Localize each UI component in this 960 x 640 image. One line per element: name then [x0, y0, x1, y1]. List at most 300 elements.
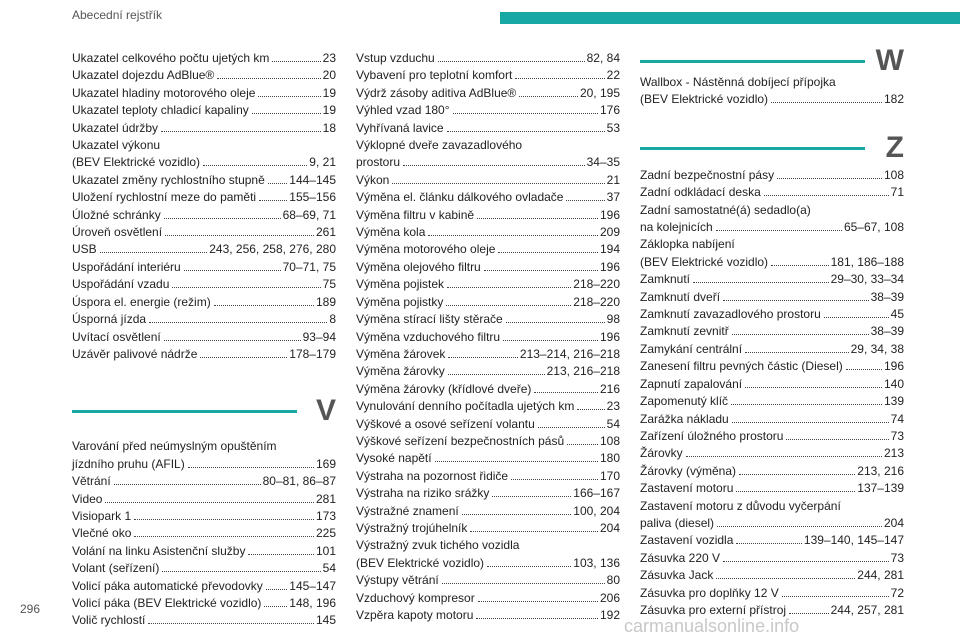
entry-pages: 196	[599, 259, 620, 274]
dot-leader	[511, 479, 598, 480]
index-column-1	[72, 50, 336, 630]
dot-leader	[824, 317, 889, 318]
entry-pages: 80–81, 86–87	[262, 474, 336, 489]
entry-pages: 23	[606, 399, 620, 414]
entry-term: Výstraha na pozornost řidiče	[356, 468, 509, 483]
watermark: carmanualsonline.info	[624, 616, 800, 636]
dot-leader	[266, 589, 288, 590]
entry-pages: 213, 216	[857, 463, 904, 478]
entry-term: Větrání	[72, 474, 111, 489]
section-rule	[640, 60, 865, 63]
entry-term: (BEV Elektrické vozidlo)	[72, 155, 201, 170]
index-entry	[72, 224, 336, 241]
dot-leader	[777, 178, 882, 179]
entry-term: (BEV Elektrické vozidlo)	[640, 92, 769, 107]
index-entry	[640, 376, 904, 393]
index-entry	[72, 276, 336, 293]
index-entry	[640, 358, 904, 375]
entry-term: Výměna žárovky	[356, 364, 445, 379]
entry-pages: 196	[883, 359, 904, 374]
dot-leader	[789, 613, 829, 614]
entry-pages: 244, 257, 281	[830, 602, 904, 617]
dot-leader	[745, 352, 849, 353]
entry-term: Výměna žárovek	[356, 346, 446, 361]
entry-pages: 29, 34, 38	[850, 341, 904, 356]
dot-leader	[184, 270, 281, 271]
entry-pages: 166–167	[573, 486, 620, 501]
dot-leader	[428, 235, 598, 236]
index-entry	[72, 189, 336, 206]
index-entry	[356, 468, 620, 485]
index-entry	[640, 411, 904, 428]
index-entry-line: Zastavení motoru z důvodu vyčerpání	[640, 498, 841, 513]
entry-term: Volič rychlostí	[72, 613, 146, 628]
entry-pages: 192	[599, 608, 620, 622]
dot-leader	[446, 305, 571, 306]
index-entry	[356, 189, 620, 206]
entry-pages: 196	[599, 207, 620, 222]
entry-term: Výměna stírací lišty stěrače	[356, 312, 503, 327]
entry-term: jízdního pruhu (AFIL)	[72, 456, 185, 471]
dot-leader	[732, 334, 869, 335]
entry-term: Žárovky	[640, 446, 683, 461]
entry-term: Ukazatel celkového počtu ujetých km	[72, 51, 270, 65]
index-entry	[356, 363, 620, 380]
dot-leader	[272, 61, 320, 62]
index-entry	[356, 520, 620, 537]
dot-leader	[846, 369, 882, 370]
section-rule	[640, 147, 865, 150]
index-column-2	[356, 50, 620, 624]
entry-pages: 80	[606, 573, 620, 588]
entry-pages: 71	[890, 185, 904, 200]
dot-leader	[100, 252, 208, 253]
entry-term: Volicí páka (BEV Elektrické vozidlo)	[72, 595, 262, 610]
entry-term: Zásuvka pro externí přístroj	[640, 602, 787, 617]
index-entry	[640, 550, 904, 567]
entry-pages: 45	[890, 307, 904, 322]
entry-pages: 21	[606, 172, 620, 187]
entry-pages: 218–220	[573, 277, 620, 292]
entry-pages: 101	[315, 543, 336, 558]
entries-list	[72, 438, 336, 629]
dot-leader	[161, 131, 321, 132]
entry-pages: 65–67, 108	[843, 220, 904, 235]
index-entry	[72, 85, 336, 102]
page-number: 296	[20, 602, 41, 616]
index-entry-line: Výstražný zvuk tichého vozidla	[356, 538, 520, 553]
entry-term: Výstupy větrání	[356, 573, 439, 588]
entry-term: Vzpěra kapoty motoru	[356, 608, 474, 622]
entry-pages: 29–30, 33–34	[830, 272, 904, 287]
dot-leader	[162, 571, 320, 572]
section-letter: V	[315, 394, 336, 428]
entry-term: na kolejnicích	[640, 220, 713, 235]
index-entry-line: Výklopné dveře zavazadlového	[356, 138, 523, 153]
entries-list	[356, 50, 620, 624]
index-entry	[72, 346, 336, 363]
index-entry	[356, 555, 620, 572]
index-entry	[356, 294, 620, 311]
dot-leader	[165, 235, 314, 236]
index-entry	[640, 306, 904, 323]
entry-term: Výškové seřízení bezpečnostních pásů	[356, 433, 565, 448]
index-entry	[72, 311, 336, 328]
entry-term: Vyhřívaná lavice	[356, 120, 444, 135]
entry-pages: 225	[315, 526, 336, 541]
index-entry	[72, 294, 336, 311]
entry-term: Zamknutí	[640, 272, 691, 287]
dot-leader	[470, 531, 598, 532]
index-entry	[640, 463, 904, 480]
dot-leader	[567, 444, 598, 445]
entry-pages: 139	[883, 394, 904, 409]
entry-pages: 148, 196	[289, 595, 336, 610]
entry-pages: 100, 204	[573, 503, 620, 518]
index-entry	[356, 607, 620, 624]
entry-pages: 243, 256, 258, 276, 280	[209, 242, 336, 257]
entry-term: Výměna pojistky	[356, 294, 444, 309]
dot-leader	[164, 340, 301, 341]
entry-term: Visiopark 1	[72, 508, 132, 523]
entry-pages: 75	[322, 277, 336, 292]
entry-term: Zastavení vozidla	[640, 533, 734, 548]
entry-term: Výměna pojistek	[356, 277, 445, 292]
index-entry	[640, 585, 904, 602]
index-entry	[72, 67, 336, 84]
entry-pages: 180	[599, 451, 620, 466]
index-entry	[356, 120, 620, 137]
entry-pages: 216	[599, 381, 620, 396]
entry-pages: 140	[883, 376, 904, 391]
entry-pages: 93–94	[302, 329, 336, 344]
entry-term: Ukazatel dojezdu AdBlue®	[72, 68, 215, 83]
index-entry	[72, 329, 336, 346]
entry-pages: 209	[599, 225, 620, 240]
entry-term: Úložné schránky	[72, 207, 161, 222]
index-entry-line: Wallbox - Nástěnná dobíjecí přípojka	[640, 75, 836, 89]
dot-leader	[771, 102, 882, 103]
entry-term: Výhled vzad 180°	[356, 103, 450, 118]
entry-term: prostoru	[356, 155, 401, 170]
dot-leader	[566, 200, 604, 201]
dot-leader	[484, 270, 598, 271]
dot-leader	[403, 165, 585, 166]
dot-leader	[506, 322, 605, 323]
entry-term: Uvítací osvětlení	[72, 329, 161, 344]
index-entry	[356, 50, 620, 67]
index-entry	[72, 154, 336, 171]
dot-leader	[736, 543, 802, 544]
entry-pages: 181, 186–188	[830, 254, 904, 269]
entry-term: Úsporná jízda	[72, 312, 147, 327]
entry-term: Zamknutí zavazadlového prostoru	[640, 307, 821, 322]
entry-term: Vlečné oko	[72, 526, 132, 541]
section-rule	[72, 410, 297, 413]
entry-term: Výdrž zásoby aditiva AdBlue®	[356, 85, 517, 100]
entry-term: Zásuvka 220 V	[640, 550, 721, 565]
entry-term: Úroveň osvětlení	[72, 225, 163, 240]
entry-pages: 213–214, 216–218	[519, 346, 620, 361]
entry-pages: 218–220	[573, 294, 620, 309]
entry-pages: 19	[322, 85, 336, 100]
entry-term: Ukazatel údržby	[72, 120, 159, 135]
entry-pages: 204	[883, 515, 904, 530]
dot-leader	[782, 596, 889, 597]
index-entry	[356, 381, 620, 398]
entry-term: Úspora el. energie (režim)	[72, 294, 211, 309]
index-entry	[72, 259, 336, 276]
dot-leader	[717, 526, 882, 527]
entry-term: USB	[72, 242, 97, 257]
index-entry	[72, 612, 336, 629]
dot-leader	[200, 357, 287, 358]
entry-term: Vzduchový kompresor	[356, 590, 475, 605]
dot-leader	[134, 536, 314, 537]
dot-leader	[732, 422, 889, 423]
dot-leader	[148, 623, 314, 624]
entries-list	[72, 50, 336, 363]
dot-leader	[392, 183, 604, 184]
entry-pages: 173	[315, 508, 336, 523]
entry-term: Výstražný trojúhelník	[356, 520, 468, 535]
section-heading-v	[72, 394, 336, 438]
entry-term: Výměna vzduchového filtru	[356, 329, 501, 344]
index-entry	[356, 398, 620, 415]
index-entry	[356, 503, 620, 520]
entry-pages: 139–140, 145–147	[803, 533, 904, 548]
entry-pages: 176	[599, 103, 620, 118]
entry-pages: 281	[315, 491, 336, 506]
dot-leader	[723, 561, 889, 562]
entry-term: Ukazatel hladiny motorového oleje	[72, 85, 256, 100]
index-entry	[356, 590, 620, 607]
section-letter: Z	[885, 130, 904, 164]
index-entry	[72, 508, 336, 525]
entry-pages: 204	[599, 520, 620, 535]
dot-leader	[217, 78, 320, 79]
dot-leader	[498, 252, 598, 253]
entry-term: Výškové a osové seřízení volantu	[356, 416, 535, 431]
entry-pages: 22	[606, 68, 620, 83]
index-entry	[640, 219, 904, 236]
dot-leader	[214, 305, 314, 306]
index-entry	[356, 259, 620, 276]
index-entry	[72, 525, 336, 542]
index-entry	[640, 532, 904, 549]
entry-pages: 196	[599, 329, 620, 344]
dot-leader	[771, 265, 829, 266]
entry-term: Volant (seřízení)	[72, 561, 160, 576]
dot-leader	[716, 230, 842, 231]
entry-pages: 155–156	[289, 190, 336, 205]
index-entry	[640, 515, 904, 532]
dot-leader	[448, 357, 518, 358]
entry-term: Zastavení motoru	[640, 481, 734, 496]
index-entry	[640, 341, 904, 358]
index-entry	[72, 456, 336, 473]
index-entry	[640, 289, 904, 306]
index-entry	[72, 491, 336, 508]
entry-pages: 189	[315, 294, 336, 309]
entry-pages: 137–139	[857, 481, 904, 496]
entry-term: Uložení rychlostní meze do paměti	[72, 190, 257, 205]
entry-pages: 145–147	[289, 578, 336, 593]
entry-pages: 244, 281	[857, 568, 904, 583]
dot-leader	[164, 218, 281, 219]
section-letter: W	[875, 44, 904, 77]
dot-leader	[447, 131, 605, 132]
entry-pages: 73	[890, 428, 904, 443]
entry-pages: 73	[890, 550, 904, 565]
entry-pages: 213	[883, 446, 904, 461]
entry-term: Volání na linku Asistenční služby	[72, 543, 246, 558]
entry-pages: 145	[315, 613, 336, 628]
entry-term: Zamknutí zevnitř	[640, 324, 729, 339]
entry-pages: 74	[890, 411, 904, 426]
index-entry	[72, 241, 336, 258]
dot-leader	[487, 566, 571, 567]
entry-term: Zadní bezpečnostní pásy	[640, 167, 775, 182]
entry-pages: 261	[315, 225, 336, 240]
dot-leader	[149, 322, 327, 323]
section-heading-z	[640, 130, 904, 175]
entry-term: Zásuvka pro doplňky 12 V	[640, 585, 779, 600]
index-entry	[72, 50, 336, 67]
dot-leader	[105, 502, 313, 503]
entry-pages: 20	[322, 68, 336, 83]
entry-pages: 38–39	[870, 324, 904, 339]
dot-leader	[172, 287, 320, 288]
dot-leader	[268, 183, 288, 184]
dot-leader	[264, 606, 287, 607]
index-entry-line: Varování před neúmyslným opuštěním	[72, 439, 277, 454]
index-entry	[356, 276, 620, 293]
entry-term: Výměna motorového oleje	[356, 242, 496, 257]
index-entry	[72, 543, 336, 560]
index-entry	[356, 207, 620, 224]
dot-leader	[538, 427, 605, 428]
dot-leader	[764, 195, 889, 196]
index-entry	[640, 428, 904, 445]
index-entry-line: Ukazatel výkonu	[72, 138, 161, 153]
entry-pages: 38–39	[870, 289, 904, 304]
entry-pages: 169	[315, 456, 336, 471]
entry-term: Výměna olejového filtru	[356, 259, 481, 274]
index-entry	[356, 102, 620, 119]
entry-term: Výměna filtru v kabině	[356, 207, 475, 222]
dot-leader	[438, 61, 585, 62]
entry-term: Výměna el. článku dálkového ovladače	[356, 190, 564, 205]
dot-leader	[453, 113, 598, 114]
dot-leader	[188, 467, 314, 468]
index-entry	[640, 480, 904, 497]
running-header: Abecední rejstřík	[72, 8, 163, 22]
index-entry	[72, 560, 336, 577]
entry-pages: 54	[606, 416, 620, 431]
entry-pages: 19	[322, 103, 336, 118]
dot-leader	[686, 456, 882, 457]
entry-pages: 144–145	[289, 172, 336, 187]
dot-leader	[515, 78, 604, 79]
dot-leader	[462, 514, 572, 515]
index-entry	[72, 120, 336, 137]
index-entry	[640, 445, 904, 462]
dot-leader	[786, 439, 888, 440]
index-entry	[356, 485, 620, 502]
dot-leader	[476, 618, 598, 619]
index-entry-line: Záklopka nabíjení	[640, 237, 735, 252]
dot-leader	[693, 282, 829, 283]
index-entry	[72, 473, 336, 490]
entry-term: Žárovky (výměna)	[640, 463, 737, 478]
index-entry	[640, 271, 904, 288]
entry-pages: 194	[599, 242, 620, 257]
entry-pages: 170	[599, 468, 620, 483]
entry-term: Uzávěr palivové nádrže	[72, 346, 198, 361]
entry-term: Zadní odkládací deska	[640, 185, 761, 200]
entry-pages: 70–71, 75	[282, 259, 336, 274]
entry-term: Zařízení úložného prostoru	[640, 428, 784, 443]
entry-pages: 178–179	[289, 346, 336, 361]
entry-term: Výstražné znamení	[356, 503, 459, 518]
index-entry	[356, 450, 620, 467]
entry-term: Uspořádání vzadu	[72, 277, 170, 292]
entry-pages: 108	[599, 433, 620, 448]
entries-list	[640, 167, 904, 620]
index-entry	[356, 329, 620, 346]
dot-leader	[519, 96, 578, 97]
dot-leader	[203, 165, 307, 166]
dot-leader	[736, 491, 855, 492]
entry-term: Vynulování denního počítadla ujetých km	[356, 399, 575, 414]
entry-pages: 8	[329, 312, 336, 327]
index-entry	[356, 433, 620, 450]
entry-term: Ukazatel teploty chladicí kapaliny	[72, 103, 249, 118]
dot-leader	[258, 96, 320, 97]
index-entry	[640, 184, 904, 201]
index-entry	[356, 224, 620, 241]
entry-term: Zarážka nákladu	[640, 411, 729, 426]
dot-leader	[442, 583, 605, 584]
index-entry	[640, 254, 904, 271]
dot-leader	[577, 409, 604, 410]
entry-pages: 23	[322, 51, 336, 65]
entry-term: Zapomenutý klíč	[640, 394, 729, 409]
dot-leader	[492, 496, 571, 497]
index-entry	[72, 102, 336, 119]
dot-leader	[252, 113, 321, 114]
entry-term: Zamykání centrální	[640, 341, 743, 356]
index-entry	[356, 172, 620, 189]
dot-leader	[435, 461, 598, 462]
dot-leader	[114, 484, 261, 485]
entry-term: Výměna kola	[356, 225, 426, 240]
entry-term: Výměna žárovky (křídlové dveře)	[356, 381, 532, 396]
entry-pages: 20, 195	[579, 85, 620, 100]
index-entry	[640, 91, 904, 108]
entry-pages: 54	[322, 561, 336, 576]
index-entry	[72, 172, 336, 189]
dot-leader	[723, 300, 869, 301]
entry-term: Zamknutí dveří	[640, 289, 721, 304]
index-entry	[356, 241, 620, 258]
entry-pages: 108	[883, 167, 904, 182]
section-heading-w	[640, 44, 904, 88]
dot-leader	[134, 519, 314, 520]
entry-term: Video	[72, 491, 103, 506]
index-entry	[72, 578, 336, 595]
